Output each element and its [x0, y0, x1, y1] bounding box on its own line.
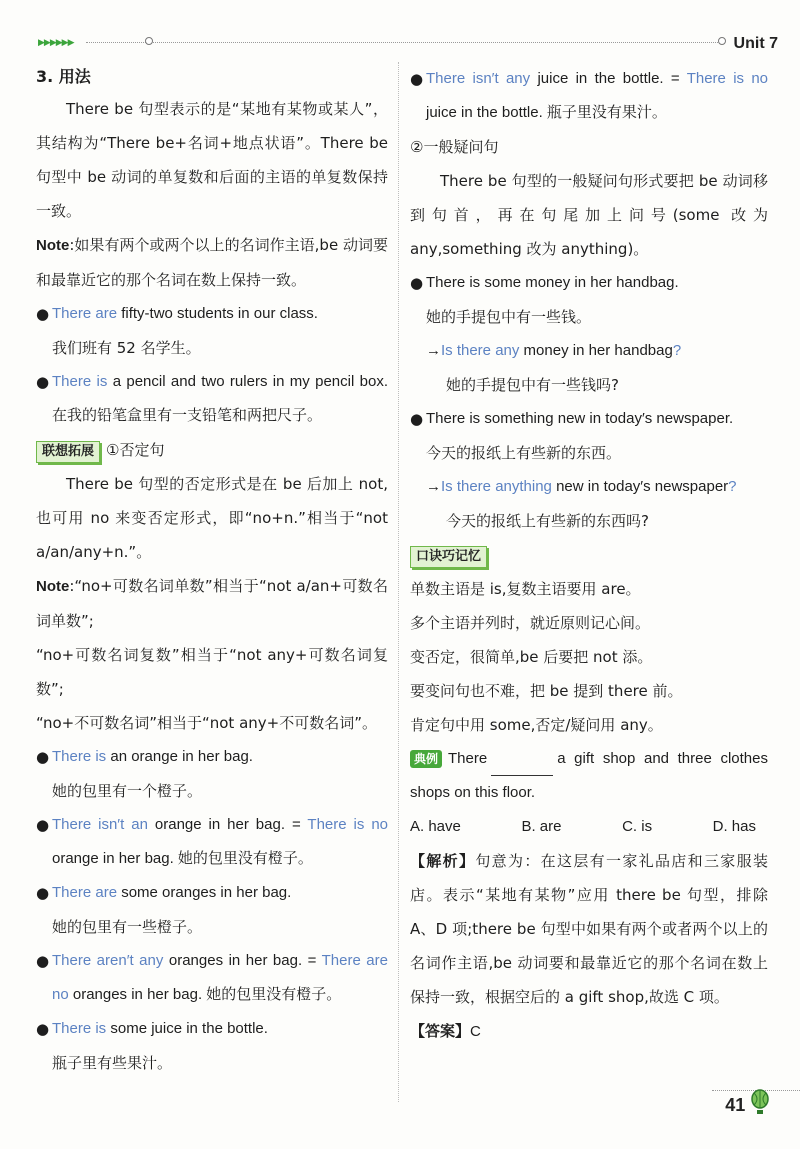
example-highlight: There is	[52, 1020, 107, 1037]
example-translation: 她的包里有一些橙子。	[52, 918, 203, 936]
example-text: new in today′s newspaper	[551, 478, 729, 495]
question-text: a gift shop and three clothes shops on this floor.	[410, 750, 768, 801]
example-text: money in her handbag	[519, 342, 673, 359]
example-translation: 瓶子里没有果汁。	[542, 104, 667, 121]
example-text: oranges in her bag. =	[163, 952, 322, 969]
rhyme-line: 单数主语是 is,复数主语要用 are。	[410, 580, 641, 598]
example-text: There is something new in today′s newspaper.	[426, 410, 734, 427]
example-text: oranges in her bag.	[68, 986, 203, 1003]
bullet-icon: ●	[410, 274, 424, 292]
answer-paragraph	[410, 1014, 768, 1049]
example-item	[36, 297, 388, 365]
example-text: There is some money in her handbag.	[426, 274, 679, 291]
bullet-icon: ●	[36, 373, 50, 391]
answer-text: C	[470, 1023, 481, 1040]
example-highlight: Is there anything	[441, 478, 552, 495]
bullet-icon: ●	[410, 70, 424, 88]
analysis-text: 句意为：在这层有一家礼品店和三家服装店。表示“某地有某物”应用 there be 句型，排除 A、D 项;there be 句型中如果有两个或者两个以上的名词作主语,be 动词要和最靠近它的那个名词在数上保持一致，根据空后的 a gift shop,故选 C 项。	[410, 852, 768, 1006]
question-title: ②一般疑问句	[410, 138, 499, 156]
example-translation: 今天的报纸上有些新的东西。	[426, 444, 622, 462]
example-translation: 她的包里有一个橙子。	[52, 782, 203, 800]
bullet-icon: ●	[36, 1020, 50, 1038]
example-text: orange in her bag. =	[147, 816, 308, 833]
note-label: Note	[36, 578, 70, 595]
example-text: some oranges in her bag.	[117, 884, 292, 901]
rhyme-line: 多个主语并列时，就近原则记心间。	[410, 614, 651, 632]
rhyme-line: 要变问句也不难，把 be 提到 there 前。	[410, 682, 683, 700]
analysis-label: 【解析】	[410, 852, 476, 870]
question-intro: There be 句型的一般疑问句形式要把 be 动词移到句首，再在句尾加上问号(some 改为 any,something 改为 anything)。	[410, 172, 768, 258]
question-text: There	[448, 750, 488, 767]
option-c: C. is	[622, 818, 653, 835]
example-highlight: There is	[52, 748, 107, 765]
example-text: an orange in her bag.	[106, 748, 253, 765]
negative-title: ①否定句	[106, 441, 165, 459]
example-highlight: There isn′t an	[52, 816, 148, 833]
bullet-icon: ●	[36, 952, 50, 970]
example-highlight: There aren′t any	[52, 952, 164, 969]
note-line: “no+可数名词复数”相当于“not any+可数名词复数”;	[36, 646, 388, 698]
left-column	[36, 62, 388, 1080]
question-mark: ?	[672, 342, 682, 359]
example-highlight: There isn′t any	[426, 70, 531, 87]
rhyme-line: 变否定，很简单,be 后要把 not 添。	[410, 648, 653, 666]
balloon-icon	[750, 1089, 770, 1115]
example-item	[36, 365, 388, 433]
note-text: :如果有两个或两个以上的名词作主语,be 动词要和最靠近它的那个名词在数上保持一致。	[36, 236, 388, 289]
example-tag: 典例	[410, 750, 442, 768]
answer-options	[410, 810, 768, 844]
example-text: a pencil and two rulers in my pencil box.	[107, 373, 388, 390]
extension-heading	[36, 433, 388, 467]
arrow-icon: →	[426, 478, 441, 495]
unit-label: Unit 7	[733, 35, 778, 52]
example-highlight: There is	[52, 373, 108, 390]
example-text: some juice in the bottle.	[106, 1020, 268, 1037]
answer-label: 【答案】	[410, 1022, 471, 1040]
example-item	[36, 740, 388, 808]
option-a: A. have	[410, 818, 461, 835]
example-text: fifty-two students in our class.	[117, 305, 318, 322]
example-highlight: There is no	[307, 816, 389, 833]
analysis-paragraph	[410, 844, 768, 1014]
example-translation: 今天的报纸上有些新的东西吗?	[446, 512, 649, 530]
example-text: juice in the bottle. =	[530, 70, 687, 87]
example-item	[36, 876, 388, 944]
usage-intro: There be 句型表示的是“某地有某物或某人”，其结构为“There be+名词+地点状语”。There be 句型中 be 动词的单复数和后面的主语的单复数保持一致。	[36, 100, 388, 220]
example-item	[36, 944, 388, 1012]
page-number-text: 41	[725, 1095, 746, 1115]
page-number	[725, 1089, 770, 1116]
header-dotted-rule	[86, 42, 720, 43]
column-divider	[398, 62, 399, 1102]
bullet-icon: ●	[36, 748, 50, 766]
example-translation: 她的包里没有橙子。	[173, 850, 313, 867]
example-item	[410, 266, 768, 402]
note-line: “no+不可数名词”相当于“not any+不可数名词”。	[36, 714, 377, 732]
example-highlight: Is there any	[441, 342, 520, 359]
example-highlight: There is no	[686, 70, 769, 87]
example-highlight: There are no	[52, 952, 388, 1003]
right-column	[410, 62, 768, 1049]
example-translation: 她的手提包中有一些钱吗?	[446, 376, 619, 394]
header-arrows-icon: ▶▶▶▶▶▶	[38, 38, 74, 48]
example-text: juice in the bottle.	[426, 104, 543, 121]
rhyme-tag: 口诀巧记忆	[410, 546, 487, 568]
bullet-icon: ●	[36, 884, 50, 902]
example-item	[36, 1012, 388, 1080]
example-item	[36, 808, 388, 876]
arrow-icon: →	[426, 342, 441, 359]
example-item	[410, 402, 768, 538]
negative-intro: There be 句型的否定形式是在 be 后加上 not,也可用 no 来变否定形式，即“no+n.”相当于“not a/an/any+n.”。	[36, 475, 388, 561]
example-translation: 她的包里没有橙子。	[202, 986, 342, 1003]
note-paragraph	[36, 569, 388, 638]
bullet-icon: ●	[410, 410, 424, 428]
note-paragraph	[36, 228, 388, 297]
header-circle-icon	[145, 37, 153, 45]
extension-tag: 联想拓展	[36, 441, 100, 463]
example-text: orange in her bag.	[52, 850, 174, 867]
question-mark: ?	[728, 478, 737, 495]
exercise-question	[410, 742, 768, 810]
example-translation: 我们班有 52 名学生。	[52, 339, 201, 357]
example-highlight: There are	[52, 884, 118, 901]
option-d: D. has	[712, 818, 756, 835]
example-highlight: There are	[52, 305, 118, 322]
example-translation: 在我的铅笔盒里有一支铅笔和两把尺子。	[52, 407, 323, 424]
note-label: Note	[36, 237, 70, 254]
page-header	[0, 0, 800, 60]
header-circle-icon	[718, 37, 726, 45]
example-translation: 瓶子里有些果汁。	[52, 1054, 173, 1072]
rhyme-line: 肯定句中用 some,否定/疑问用 any。	[410, 716, 663, 734]
example-item	[410, 62, 768, 130]
answer-blank	[491, 757, 553, 776]
bullet-icon: ●	[36, 816, 50, 834]
section-heading: 3. 用法	[36, 67, 91, 86]
option-b: B. are	[521, 818, 562, 835]
example-translation: 她的手提包中有一些钱。	[426, 308, 592, 326]
bullet-icon: ●	[36, 305, 50, 323]
rhyme-heading	[410, 538, 768, 572]
note-text: :“no+可数名词单数”相当于“not a/an+可数名词单数”;	[36, 577, 388, 630]
